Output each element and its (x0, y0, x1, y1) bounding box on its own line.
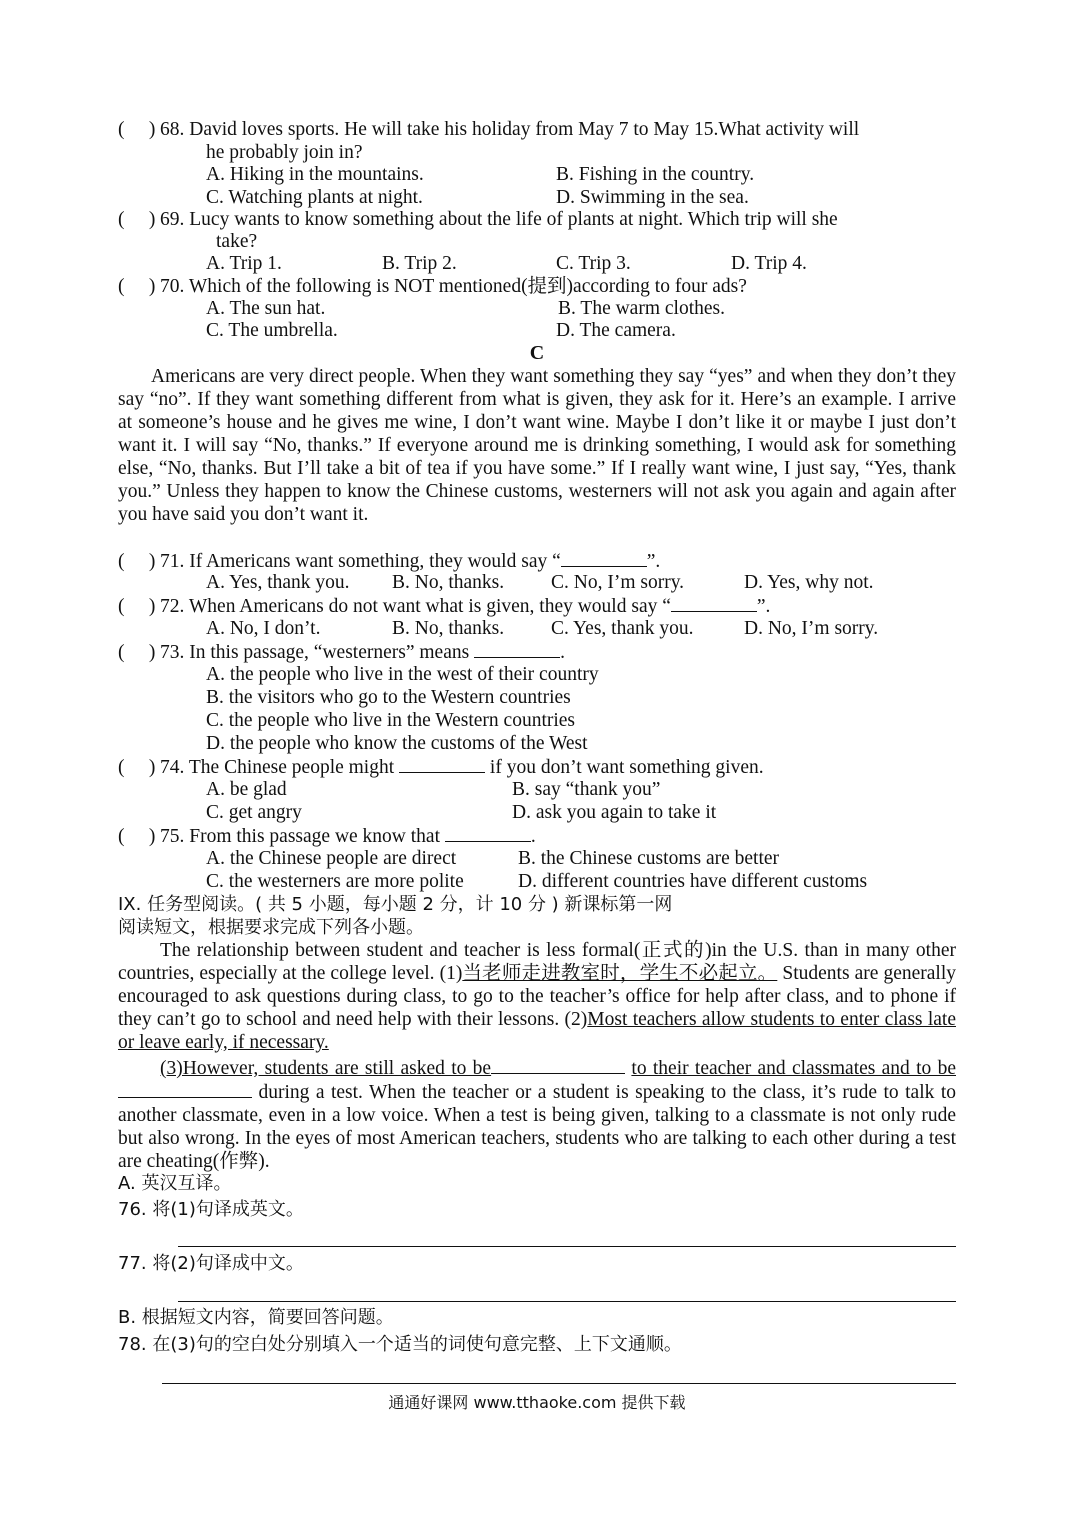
passage-text: to their teacher and classmates and to be (631, 1058, 956, 1079)
underlined-sentence-2: Most teachers allow students to enter class late or leave early, if necessary. (118, 1009, 956, 1053)
question-68 (118, 118, 859, 141)
option-b: B. No, thanks. (392, 618, 505, 639)
question-stem: 74. The Chinese people might (160, 757, 395, 778)
option-c: C. the westerners are more polite (206, 871, 464, 892)
question-72: ( ) 72. When Americans do not want what is given, they would say “ ”. (118, 596, 771, 617)
option-a: A. the people who live in the west of their country (206, 664, 599, 685)
question-77: 77. 将(2)句译成中文。 (118, 1253, 304, 1274)
part-b-heading: B. 根据短文内容，简要回答问题。 (118, 1307, 394, 1328)
answer-blank (445, 824, 531, 842)
question-69 (118, 208, 838, 231)
answer-blank (399, 755, 485, 773)
option-c: C. No, I’m sorry. (551, 572, 685, 593)
question-stem: 72. When Americans do not want what is given, they would say “ (160, 596, 671, 617)
option-a: A. The sun hat. (206, 298, 326, 319)
answer-blank (118, 1080, 252, 1098)
question-74: ( ) 74. The Chinese people might if you don’t want something given. (118, 757, 764, 778)
option-c: C. Yes, thank you. (551, 618, 694, 639)
question-76: 76. 将(1)句译成英文。 (118, 1199, 304, 1220)
question-71: ( ) 71. If Americans want something, they would say “ ”. (118, 551, 661, 572)
passage-text: Students are generally encouraged to ask questions during class, to go to the teacher’s office for help after class, and to phone if they can’t go to school and need help with their lessons. (2) (118, 963, 956, 1030)
answer-paren: ( ) (118, 209, 156, 230)
option-a: A. be glad (206, 779, 287, 800)
question-stem-end: if you don’t want something given. (489, 757, 764, 778)
question-stem-cont: he probably join in? (206, 142, 363, 163)
question-stem-end: ”. (646, 551, 661, 572)
answer-line-76 (178, 1246, 956, 1247)
option-c: C. get angry (206, 802, 302, 823)
answer-paren: ( ) (118, 119, 156, 140)
option-b: B. Fishing in the country. (556, 164, 755, 185)
question-stem: 73. In this passage, “westerners” means (160, 642, 470, 663)
option-c: C. Watching plants at night. (206, 187, 423, 208)
option-c: C. the people who live in the Western countries (206, 710, 576, 731)
question-stem: 68. David loves sports. He will take his holiday from May 7 to May 15.What activity will (160, 119, 860, 140)
option-d: D. different countries have different customs (518, 871, 868, 892)
option-a: A. Hiking in the mountains. (206, 164, 424, 185)
question-70 (118, 275, 747, 298)
option-d: D. ask you again to take it (512, 802, 717, 823)
option-c: C. The umbrella. (206, 320, 338, 341)
question-stem-end: . (560, 642, 565, 663)
option-d: D. Yes, why not. (744, 572, 874, 593)
option-b: B. No, thanks. (392, 572, 505, 593)
underlined-sentence-1: 当老师走进教室时，学生不必起立。 (462, 963, 778, 984)
question-stem: 71. If Americans want something, they would say “ (160, 551, 561, 572)
option-a: A. the Chinese people are direct (206, 848, 457, 869)
passage-text: (3)However, students are still asked to be (160, 1058, 492, 1079)
question-stem-end: . (530, 826, 536, 847)
answer-line-77 (178, 1301, 956, 1302)
option-d: D. No, I’m sorry. (744, 618, 879, 639)
answer-blank (671, 594, 757, 612)
option-b: B. the visitors who go to the Western countries (206, 687, 571, 708)
part-a-heading: A. 英汉互译。 (118, 1173, 232, 1194)
question-stem: 70. Which of the following is NOT mentioned(提到)according to four ads? (160, 276, 747, 297)
question-stem-end: ”. (756, 596, 771, 617)
question-78: 78. 在(3)句的空白处分别填入一个适当的词使句意完整、上下文通顺。 (118, 1334, 682, 1355)
passage-text: during a test. When the teacher or a student is speaking to the class, it’s rude to talk to another classmate, even in a low voice. When a test is being given, talking to a classmate is not only rude but also wrong. In the eyes of most American teachers, students who are talking to each other during a test are cheating(作弊). (118, 1082, 956, 1172)
option-b: B. Trip 2. (382, 253, 457, 274)
section-ix-title: IX. 任务型阅读。( 共 5 小题，每小题 2 分，计 10 分 ) 新课标第一网 (118, 894, 673, 915)
section-ix-instructions: 阅读短文，根据要求完成下列各小题。 (118, 917, 424, 938)
option-d: D. Trip 4. (731, 253, 807, 274)
question-stem-cont: take? (216, 231, 258, 252)
option-c: C. Trip 3. (556, 253, 631, 274)
option-a: A. No, I don’t. (206, 618, 321, 639)
footer-divider (162, 1383, 956, 1384)
answer-blank (561, 549, 647, 567)
answer-paren: ( ) (118, 276, 156, 297)
question-stem: 75. From this passage we know that (160, 826, 441, 847)
passage-ix-paragraph-2 (118, 1056, 956, 1173)
question-75: ( ) 75. From this passage we know that . (118, 826, 536, 847)
passage-c: Americans are very direct people. When they want something they say “yes” and when they don’t they say “no”. If they want something different from what is given, they ask for it. Here’s an example. I arrive at someone’s house and he gives me wine, I don’t want wine. Maybe I don’t like it or maybe I just don’t want it. I will say “No, thanks.” If everyone around me is drinking something, I would ask for something else, “No, thanks. But I’ll take a bit of tea if you have some.” If I really want wine, I just say, “Yes, thank you.” Unless they happen to know the Chinese customs, westerners will not ask you again and again after you have said you don’t want it. (118, 366, 956, 525)
section-heading-c: C (529, 342, 545, 364)
option-b: B. The warm clothes. (558, 298, 725, 319)
answer-blank (491, 1056, 625, 1074)
question-stem: 69. Lucy wants to know something about the life of plants at night. Which trip will she (160, 209, 838, 230)
option-b: B. the Chinese customs are better (518, 848, 780, 869)
passage-text: The relationship between student and teacher is less formal(正式的)in the U.S. than in many other countries, especially at the college level. (1) (118, 940, 956, 984)
passage-ix-paragraph-1 (118, 939, 956, 1054)
option-b: B. say “thank you” (512, 779, 661, 800)
option-d: D. Swimming in the sea. (556, 187, 749, 208)
footer-text: 通通好课网 www.tthaoke.com 提供下载 (388, 1393, 686, 1412)
option-d: D. the people who know the customs of the West (206, 733, 588, 754)
option-a: A. Yes, thank you. (206, 572, 350, 593)
option-d: D. The camera. (556, 320, 676, 341)
option-a: A. Trip 1. (206, 253, 282, 274)
question-73: ( ) 73. In this passage, “westerners” means . (118, 642, 565, 663)
answer-blank (474, 640, 560, 658)
